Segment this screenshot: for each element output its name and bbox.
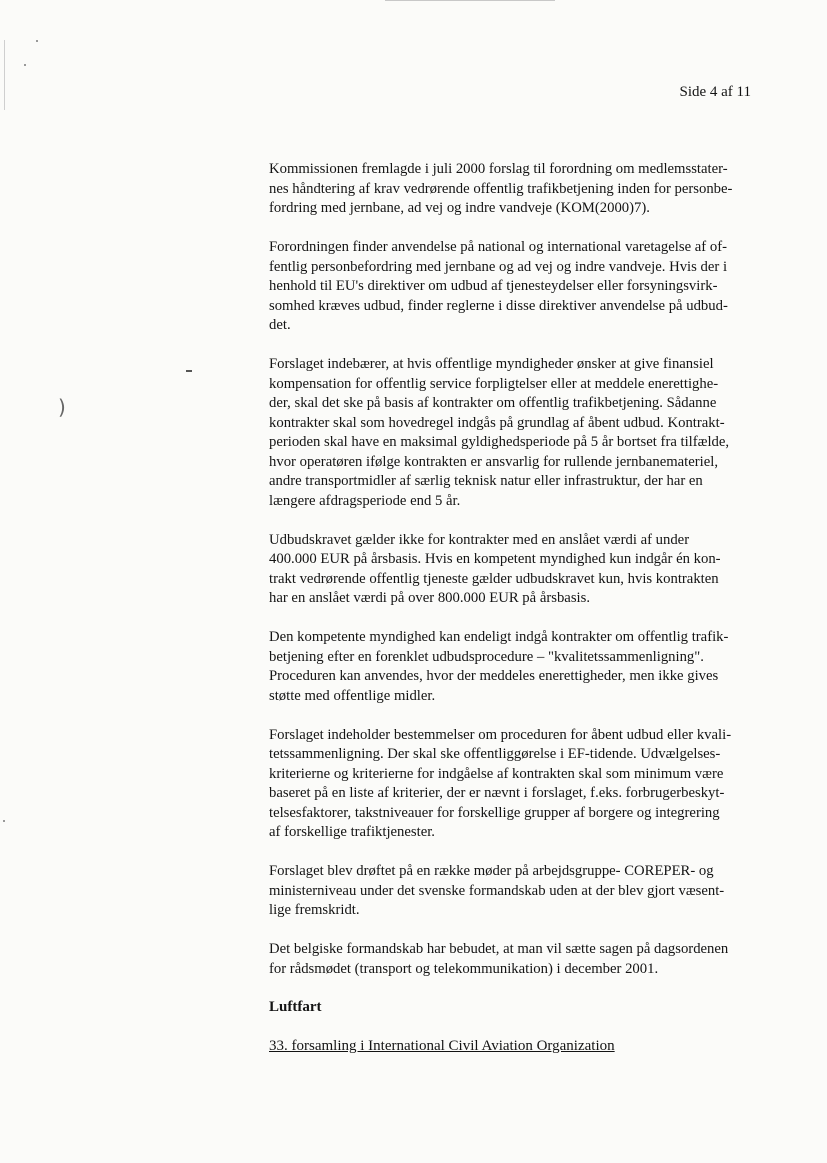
scan-artifact-dot bbox=[3, 820, 5, 822]
paragraph-proposal-intro: Kommissionen fremlagde i juli 2000 forslag til forordning om medlemsstater- nes håndtering af krav vedrørende offentlig trafikbetjening inden for personbe- fordring med jernbane, ad vej og indre vandveje (KOM(2000)7). bbox=[269, 161, 733, 216]
paragraph-simplified-procedure: Den kompetente myndighed kan endeligt indgå kontrakter om offentlig trafik- betjening efter en forenklet udbudsprocedure – "kvalitetssammenligning". Proceduren kan anvendes, hvor der meddeles enerettigheder, men ikke gives støtte med offentlige midler. bbox=[269, 629, 729, 704]
scan-artifact-left-edge bbox=[4, 40, 5, 110]
page-number: Side 4 af 11 bbox=[679, 84, 751, 100]
paragraph-negotiations: Forslaget blev drøftet på en række møder på arbejdsgruppe- COREPER- og ministerniveau under det svenske formandskab uden at der blev gjort væsent- lige fremskridt. bbox=[269, 863, 725, 918]
paragraph-belgian-presidency: Det belgiske formandskab har bebudet, at man vil sætte sagen på dagsordenen for rådsmødet (transport og telekommunikation) i december 2001. bbox=[269, 941, 729, 977]
scan-artifact-dash bbox=[186, 370, 192, 372]
scan-artifact-dot bbox=[36, 40, 38, 42]
section-subheading: 33. forsamling i International Civil Aviation Organization bbox=[269, 1037, 615, 1054]
paragraph-scope: Forordningen finder anvendelse på national og international varetagelse af of- fentlig personbefordring med jernbane og ad vej og indre vandveje. Hvis der i henhold til EU's direktiver om udbud af tjenesteydelser eller forsyningsvirk- somhed kræves udbud, finder reglerne i disse direktiver anvendelse på udbud- det. bbox=[269, 239, 728, 333]
paragraph-contracts: Forslaget indebærer, at hvis offentlige myndigheder ønsker at give finansiel kompensation for offentlig service forpligtelser eller at meddele enerettighe- der, skal det ske på basis af kontrakter om offentlig trafikbetjening. Sådanne kontrakter skal som hovedregel indgås på grundlag af åbent udbud. Kontrakt- perioden skal have en maksimal gyldighedsperiode på 5 år bortset fra tilfælde, hvor operatøren ifølge kontrakten er ansvarlig for rullende jernbanemateriel, andre transportmidler af særlig teknisk natur eller infrastruktur, der har en længere afdragsperiode end 5 år. bbox=[269, 356, 730, 509]
scan-artifact-dot bbox=[24, 64, 26, 66]
paragraph-tender-threshold: Udbudskravet gælder ikke for kontrakter med en anslået værdi af under 400.000 EUR på årsbasis. Hvis en kompetent myndighed kun indgår én kon- trakt vedrørende offentlig tjeneste gælder udbudskravet kun, hvis kontrakten har en anslået værdi på over 800.000 EUR på årsbasis. bbox=[269, 531, 721, 606]
scan-artifact-mark: ) bbox=[58, 395, 66, 419]
scan-artifact-top-line bbox=[385, 0, 555, 1]
section-heading: Luftfart bbox=[269, 998, 322, 1015]
paragraph-procedure-rules: Forslaget indeholder bestemmelser om proceduren for åbent udbud eller kvali- tetssammenligning. Der skal ske offentliggørelse i EF-tidende. Udvælgelses- kriterierne og kriterierne for indgåelse af kontrakten skal som minimum være baseret på en liste af kriterier, der er nævnt i forslaget, f.eks. forbrugerbeskyt- telsesfaktorer, takstniveauer for forskellige grupper af borgere og integrering af forskellige trafiktjenester. bbox=[269, 726, 732, 840]
document-body bbox=[269, 160, 754, 1055]
